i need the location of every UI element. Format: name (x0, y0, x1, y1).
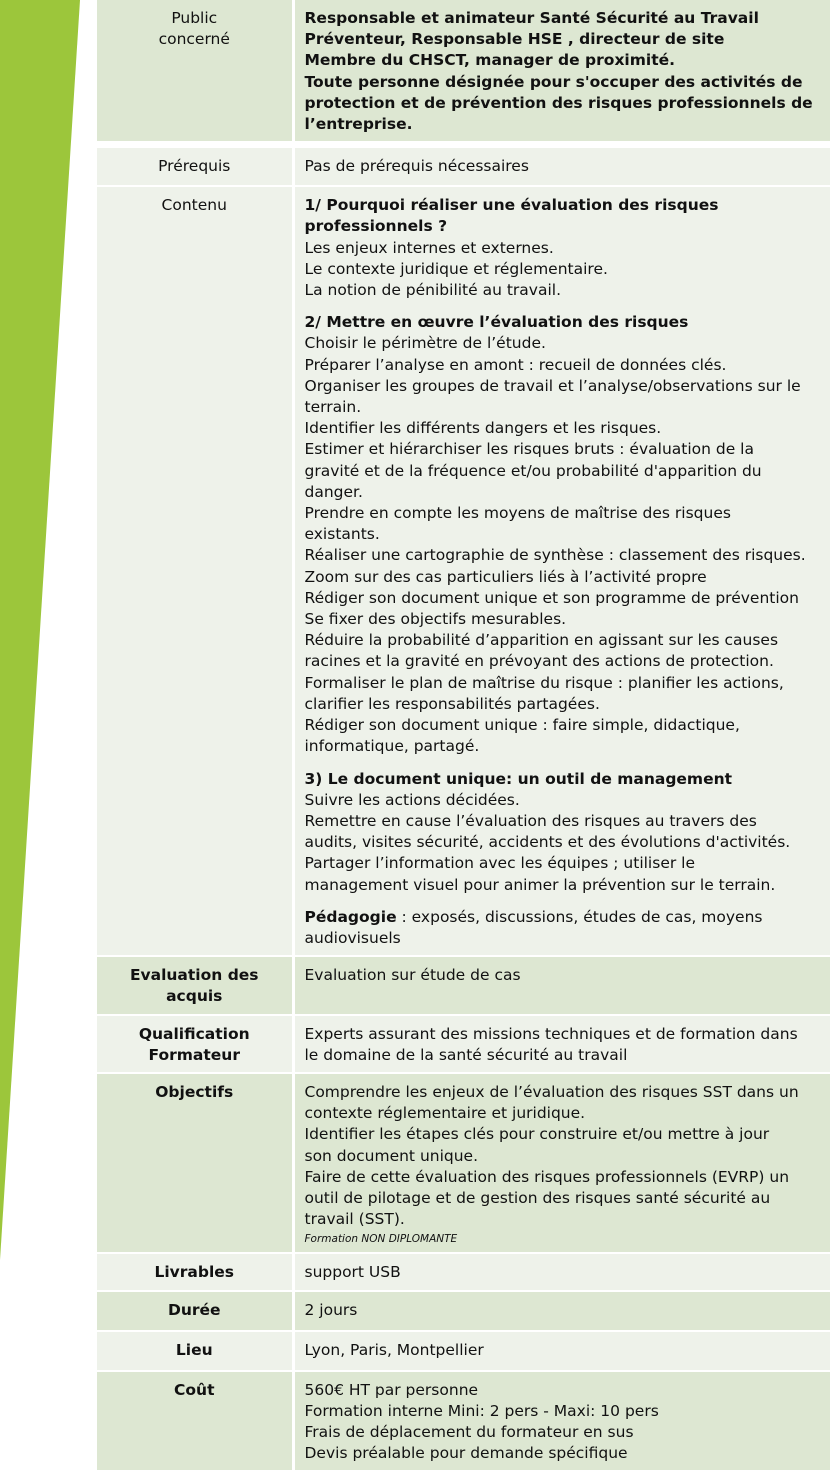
row-label: Durée (97, 1291, 293, 1331)
row-lieu (97, 1331, 830, 1371)
row-value (293, 186, 830, 956)
green-accent-band (0, 0, 100, 1465)
diploma-note: Formation NON DIPLOMANTE (304, 1233, 458, 1246)
row-value: Responsable et animateur Santé Sécurité au Travail Préventeur, Responsable HSE , directeur de site Membre du CHSCT, manager de proximité. Toute personne désignée pour s'occuper des activités de protection et de prévention des risques professionnels de l’entreprise. (293, 0, 830, 142)
row-cout (97, 1371, 830, 1472)
row-label: Objectifs (97, 1073, 293, 1253)
training-details-table (97, 0, 830, 1472)
row-value: Experts assurant des missions techniques et de formation dans le domaine de la santé sécurité au travail (293, 1015, 830, 1073)
row-label: Public concerné (97, 0, 293, 142)
row-value: 560€ HT par personne Formation interne Mini: 2 pers - Maxi: 10 pers Frais de déplacement du formateur en sus Devis préalable pour demande spécifique (293, 1371, 830, 1472)
row-value: 2 jours (293, 1291, 830, 1331)
row-livrables (97, 1253, 830, 1290)
pedagogie-block: Pédagogie : exposés, discussions, études de cas, moyens audiovisuels (304, 907, 763, 947)
content-section-3: 3) Le document unique: un outil de management Suivre les actions décidées. Remettre en cause l’évaluation des risques au travers des audits, visites sécurité, accidents et des évolutions d'activités. Partager l’information avec les équipes ; utiliser le management visuel pour animer la prévention sur le terrain. (304, 769, 791, 894)
row-label: Evaluation des acquis (97, 956, 293, 1014)
row-label: Lieu (97, 1331, 293, 1371)
row-label: Coût (97, 1371, 293, 1472)
row-value: Pas de prérequis nécessaires (293, 148, 830, 186)
row-value: support USB (293, 1253, 830, 1290)
row-value: Lyon, Paris, Montpellier (293, 1331, 830, 1371)
content-section-1: 1/ Pourquoi réaliser une évaluation des risques professionnels ? Les enjeux internes et externes. Le contexte juridique et réglementaire. La notion de pénibilité au travail. (304, 196, 719, 300)
row-value: Evaluation sur étude de cas (293, 956, 830, 1014)
row-duree (97, 1291, 830, 1331)
row-label: Livrables (97, 1253, 293, 1290)
row-objectifs (97, 1073, 830, 1253)
row-label: Qualification Formateur (97, 1015, 293, 1073)
row-label: Contenu (97, 186, 293, 956)
row-prerequis (97, 148, 830, 186)
row-value: Comprendre les enjeux de l’évaluation des risques SST dans un contexte réglementaire et juridique. Identifier les étapes clés pour construire et/ou mettre à jour son document unique. Faire de cette évaluation des risques professionnels (EVRP) un outil de pilotage et de gestion des risques santé sécurité au travail (SST). Formation NON DIPLOMANTE (293, 1073, 830, 1253)
row-evaluation (97, 956, 830, 1014)
row-qualification (97, 1015, 830, 1073)
row-public (97, 0, 830, 142)
content-section-2: 2/ Mettre en œuvre l’évaluation des risques Choisir le périmètre de l’étude. Préparer l’analyse en amont : recueil de données clés. Organiser les groupes de travail et l’analyse/observations sur le terrain. Identifier les différents dangers et les risques. Estimer et hiérarchiser les risques bruts : évaluation de la gravité et de la fréquence et/ou probabilité d'apparition du danger. Prendre en compte les moyens de maîtrise des risques existants. Réaliser une cartographie de synthèse : classement des risques. Zoom sur des cas particuliers liés à l’activité propre Rédiger son document unique et son programme de prévention Se fixer des objectifs mesurables. Réduire la probabilité d’apparition en agissant sur les causes racines et la gravité en prévoyant des actions de protection. Formaliser le plan de maîtrise du risque : planifier les actions, clarifier les responsabilités partagées. Rédiger son document unique : faire simple, didactique, informatique, partagé. (304, 313, 806, 756)
row-contenu (97, 186, 830, 956)
row-label: Prérequis (97, 148, 293, 186)
